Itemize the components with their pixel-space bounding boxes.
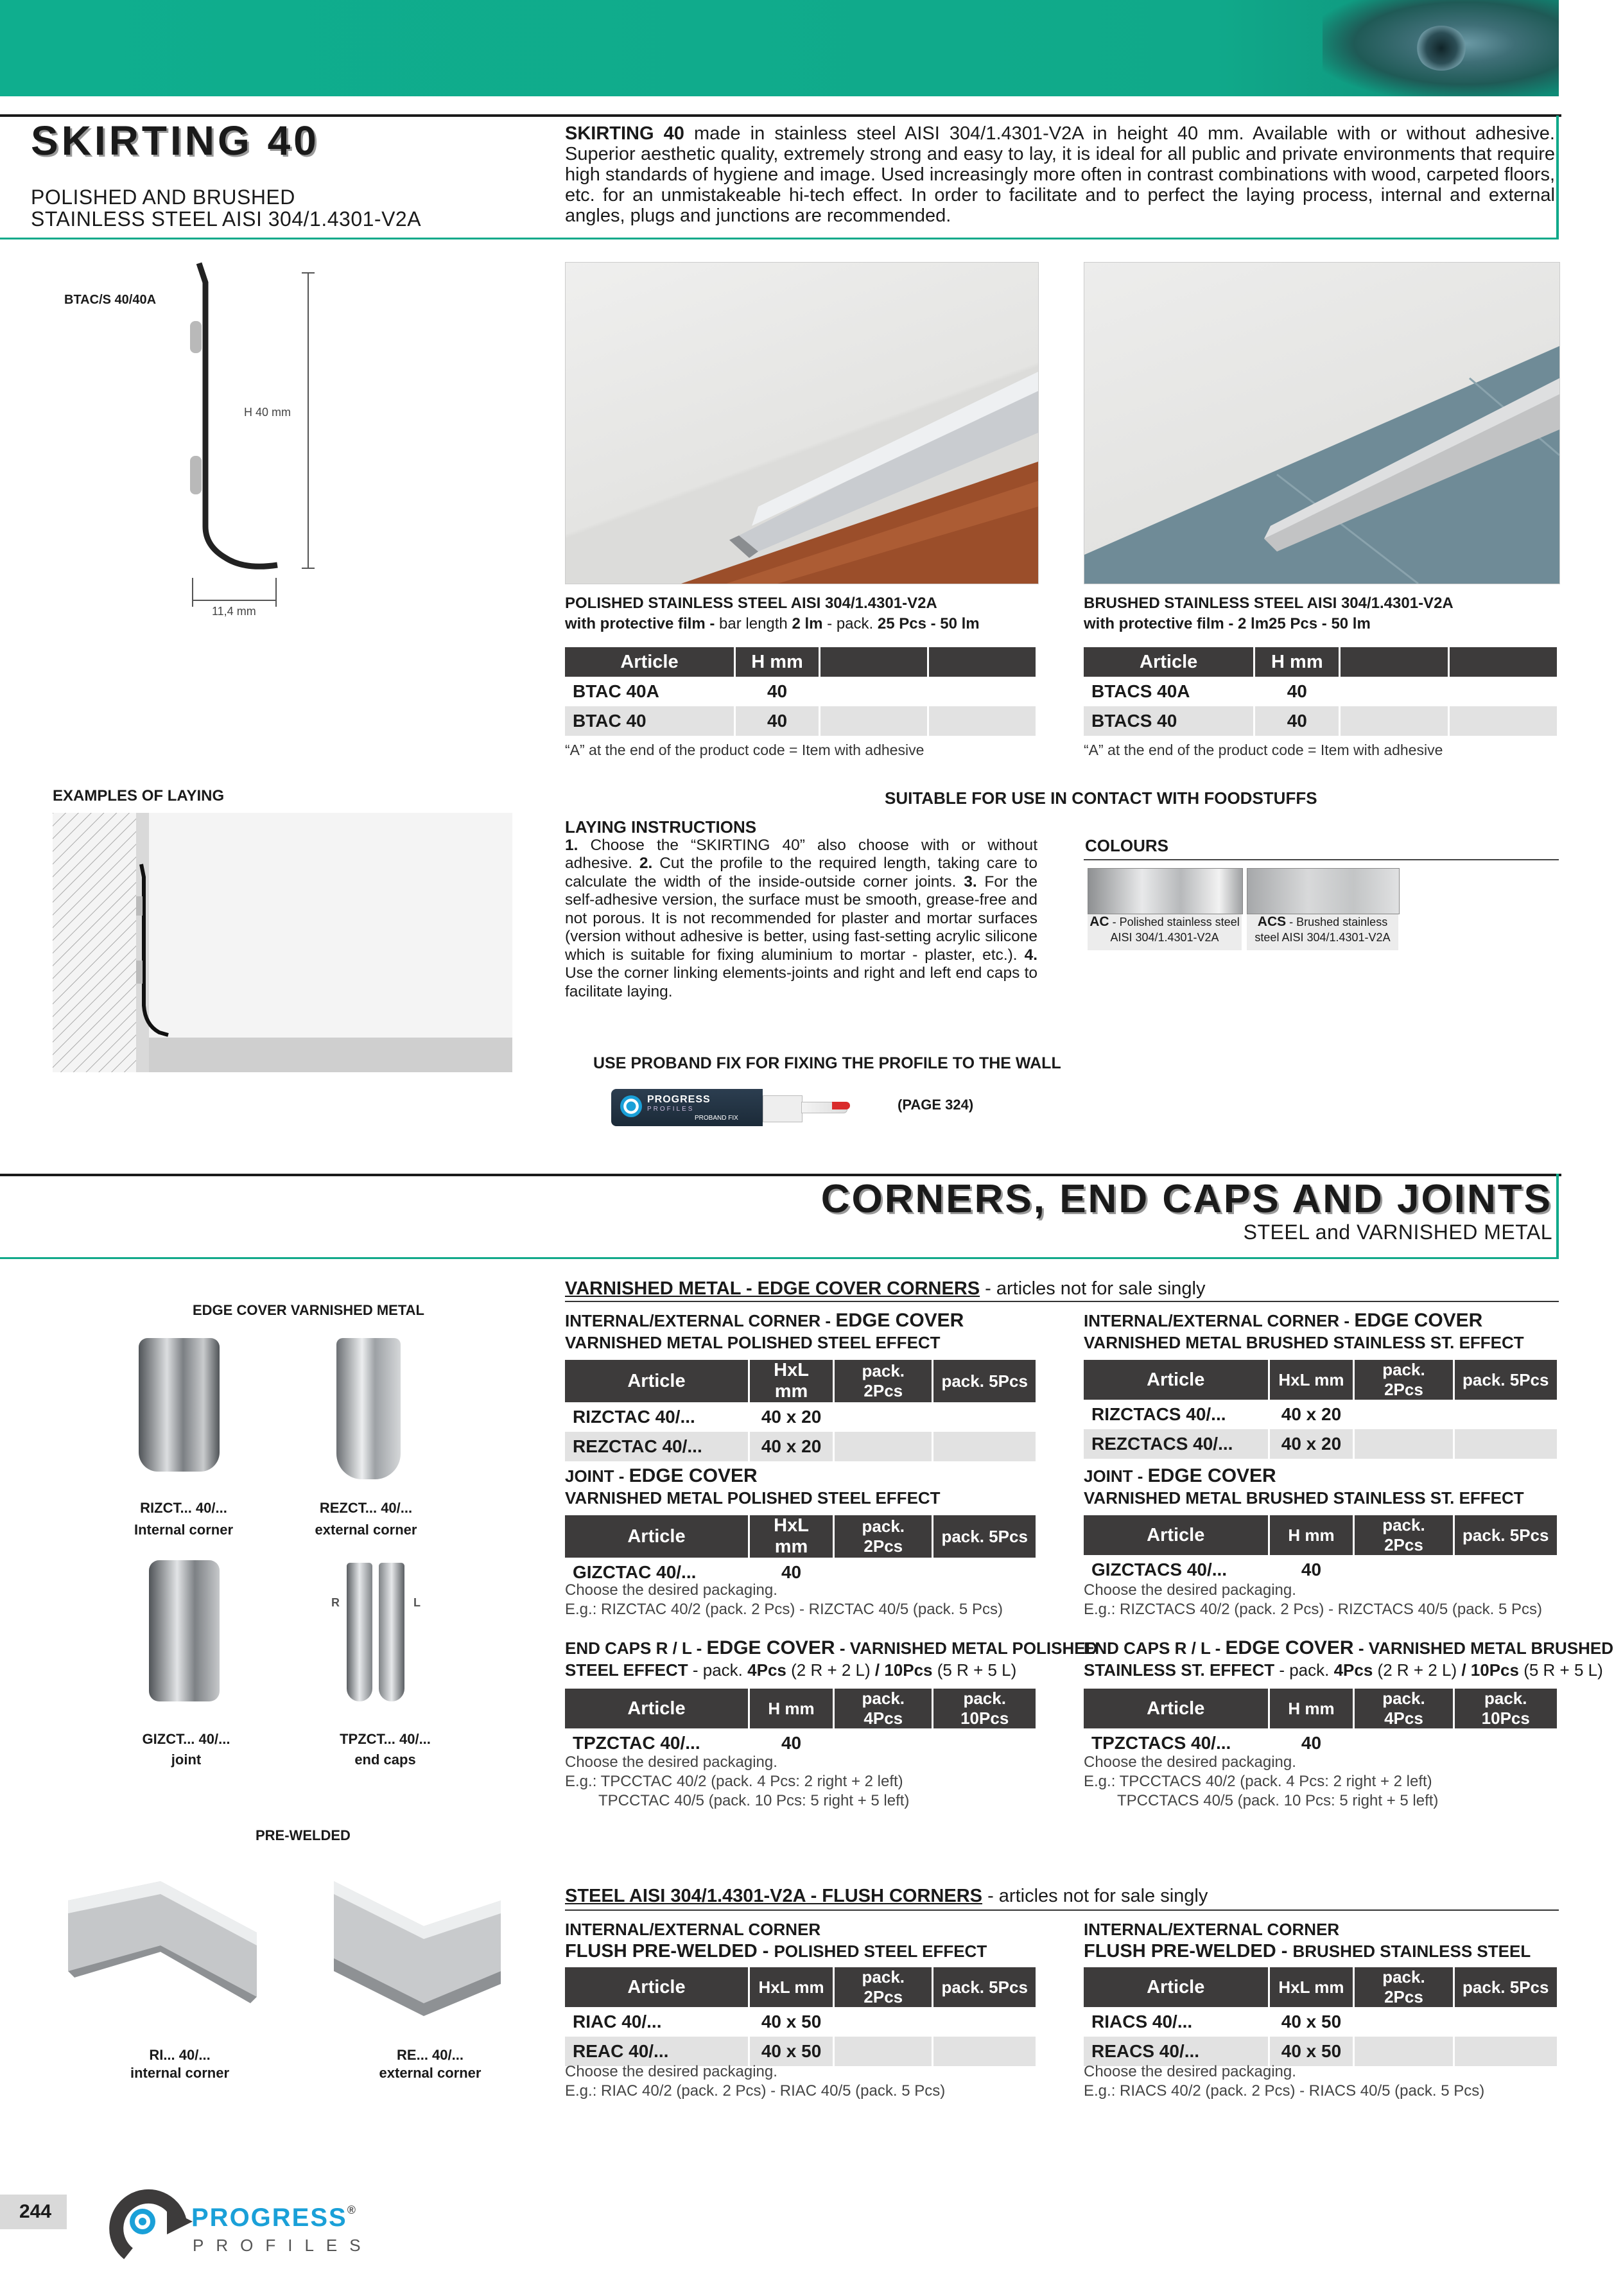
flush-title-bold: STEEL AISI 304/1.4301-V2A - FLUSH CORNERS bbox=[565, 1886, 983, 1906]
corners-title: CORNERS, END CAPS AND JOINTS bbox=[820, 1177, 1552, 1221]
flush-br-caption bbox=[1084, 1918, 1531, 1962]
gizct-name: joint bbox=[171, 1752, 202, 1768]
proband-nozzle-tip bbox=[832, 1102, 850, 1109]
col-header: HxL mm bbox=[749, 1360, 833, 1402]
progress-logo-icon bbox=[90, 2183, 193, 2260]
flush-pol-foot-1: Choose the desired packaging. bbox=[565, 2063, 777, 2080]
rezct-name: external corner bbox=[315, 1522, 417, 1538]
caps-pol-line1-a: END CAPS R / L - bbox=[565, 1639, 707, 1658]
cell: 40 x 50 bbox=[749, 2037, 833, 2066]
tpzct-code: TPZCT... 40/... bbox=[340, 1731, 431, 1747]
cell: 40 bbox=[734, 677, 819, 706]
cell: RIZCTACS 40/... bbox=[1084, 1400, 1269, 1429]
brand-name bbox=[191, 2204, 357, 2232]
corners-subtitle: STEEL and VARNISHED METAL bbox=[1243, 1221, 1552, 1244]
joint-pol-footnote bbox=[565, 1581, 1003, 1619]
table-row bbox=[565, 677, 1037, 706]
caps-br-line2-e: / 10Pcs bbox=[1461, 1660, 1519, 1680]
cell: GIZCTACS 40/... bbox=[1084, 1555, 1269, 1585]
col-header: pack. 4Pcs bbox=[1354, 1689, 1454, 1728]
caps-br-line2-d: (2 R + 2 L) bbox=[1373, 1660, 1462, 1680]
table-row bbox=[1084, 706, 1558, 736]
gizct-code: GIZCT... 40/... bbox=[142, 1731, 230, 1747]
cell: TPZCTAC 40/... bbox=[565, 1728, 749, 1758]
acs-code: ACS bbox=[1257, 914, 1287, 929]
col-header: pack. 10Pcs bbox=[933, 1689, 1037, 1728]
laying-example-art bbox=[53, 813, 512, 1072]
cell: REACS 40/... bbox=[1084, 2037, 1269, 2066]
col-header: Article bbox=[1084, 647, 1254, 677]
col-header: pack. 5Pcs bbox=[933, 1967, 1037, 2007]
caps-br-line1-c: - VARNISHED METAL BRUSHED bbox=[1353, 1639, 1614, 1658]
cell bbox=[834, 1432, 933, 1461]
table-row bbox=[1084, 1400, 1558, 1429]
cell: REZCTACS 40/... bbox=[1084, 1429, 1269, 1459]
flush-br-line2-b: BRUSHED STAINLESS STEEL bbox=[1292, 1942, 1531, 1961]
table-row bbox=[565, 1402, 1037, 1432]
int-br-line1-a: INTERNAL/EXTERNAL CORNER - bbox=[1084, 1311, 1355, 1330]
int-pol-line1-b: EDGE COVER bbox=[835, 1310, 964, 1331]
int-pol-line2: VARNISHED METAL POLISHED STEEL EFFECT bbox=[565, 1333, 941, 1352]
int-pol-table bbox=[565, 1360, 1037, 1461]
brand-sub: PROFILES bbox=[193, 2236, 373, 2255]
acs-desc: - Brushed stainless steel AISI 304/1.4301-V2A bbox=[1254, 916, 1391, 944]
cell: 40 x 20 bbox=[749, 1402, 833, 1432]
cell bbox=[820, 706, 928, 736]
polished-table bbox=[565, 647, 1037, 736]
brushed-note: “A” at the end of the product code = Item with adhesive bbox=[1084, 742, 1443, 758]
cell: BTACS 40 bbox=[1084, 706, 1254, 736]
cell bbox=[1454, 1728, 1558, 1758]
cell bbox=[1354, 1400, 1454, 1429]
table-row bbox=[1084, 677, 1558, 706]
caps-pol-foot-3: TPCCTAC 40/5 (pack. 10 Pcs: 5 right + 5 left) bbox=[598, 1792, 910, 1809]
laying-step: Choose the “SKIRTING 40” also choose with or without adhesive. bbox=[565, 836, 1037, 872]
tpzct-product-image-l bbox=[379, 1563, 404, 1701]
flush-pol-line2-b: POLISHED STEEL EFFECT bbox=[774, 1942, 987, 1961]
joint-pol-foot-1: Choose the desired packaging. bbox=[565, 1581, 777, 1599]
flush-br-foot-1: Choose the desired packaging. bbox=[1084, 2063, 1296, 2080]
col-header: Article bbox=[565, 1515, 749, 1558]
laying-step-num: 1. bbox=[565, 836, 578, 854]
profile-drawing bbox=[180, 257, 327, 623]
cell: 40 bbox=[749, 1728, 833, 1758]
subtitle-line1: POLISHED AND BRUSHED bbox=[31, 186, 295, 209]
caps-br-line2-c: 4Pcs bbox=[1333, 1660, 1373, 1680]
caps-pol-line2-d: (2 R + 2 L) bbox=[786, 1660, 875, 1680]
proband-page: (PAGE 324) bbox=[898, 1097, 974, 1113]
col-header: pack. 5Pcs bbox=[933, 1360, 1037, 1402]
col-header: H mm bbox=[1254, 647, 1340, 677]
cell bbox=[933, 1402, 1037, 1432]
intro-side-bar bbox=[1556, 116, 1559, 239]
col-header: Article bbox=[565, 1360, 749, 1402]
intro-paragraph bbox=[565, 123, 1555, 226]
caps-br-foot-3: TPCCTACS 40/5 (pack. 10 Pcs: 5 right + 5 left) bbox=[1117, 1792, 1439, 1809]
caps-br-table bbox=[1084, 1689, 1559, 1758]
laying-title: LAYING INSTRUCTIONS bbox=[565, 817, 757, 837]
int-pol-caption bbox=[565, 1310, 964, 1353]
cell bbox=[1354, 2007, 1454, 2037]
cell: 40 bbox=[1254, 706, 1340, 736]
cell: 40 x 20 bbox=[749, 1432, 833, 1461]
cell bbox=[933, 1728, 1037, 1758]
caps-br-line2-f: (5 R + 5 L) bbox=[1518, 1660, 1603, 1680]
laying-step: For the self-adhesive version, the surface must be smooth, grease-free and not porous. It is not recommended for plaster and mortar surfaces (version without adhesive is better, using fast-setting acrylic silicone which is suitable for fixing aluminium to mortar - plaster, etc.). bbox=[565, 873, 1037, 964]
rizct-code: RIZCT... 40/... bbox=[140, 1500, 227, 1516]
polished-caption-part-e: 25 Pcs - 50 lm bbox=[877, 615, 980, 632]
corners-bottom-rule bbox=[0, 1257, 1559, 1259]
laying-step-num: 3. bbox=[964, 873, 977, 891]
page-title: SKIRTING 40 bbox=[31, 117, 320, 164]
joint-pol-line1-a: JOINT - bbox=[565, 1466, 629, 1486]
joint-br-foot-1: Choose the desired packaging. bbox=[1084, 1581, 1296, 1599]
cell: 40 bbox=[734, 706, 819, 736]
cell: 40 x 50 bbox=[1269, 2037, 1354, 2066]
varnished-rule bbox=[565, 1301, 1559, 1302]
caps-br-line1 bbox=[1084, 1637, 1613, 1659]
laying-step-num: 4. bbox=[1024, 946, 1037, 964]
joint-br-line2: VARNISHED METAL BRUSHED STAINLESS ST. EFFECT bbox=[1084, 1488, 1524, 1508]
col-header: pack. 2Pcs bbox=[1354, 1360, 1454, 1400]
re-code: RE... 40/... bbox=[397, 2047, 464, 2063]
laying-example-drawing bbox=[53, 813, 512, 1072]
col-header: H mm bbox=[749, 1689, 833, 1728]
joint-pol-line1 bbox=[565, 1465, 941, 1487]
cell bbox=[1449, 677, 1558, 706]
col-header: Article bbox=[565, 1967, 749, 2007]
polished-photo-art bbox=[566, 263, 1038, 584]
food-label: SUITABLE FOR USE IN CONTACT WITH FOODSTUFFS bbox=[885, 788, 1317, 808]
col-header: pack. 2Pcs bbox=[834, 1360, 933, 1402]
rizct-name: Internal corner bbox=[134, 1522, 234, 1538]
caps-br-line2-b: - pack. bbox=[1274, 1660, 1334, 1680]
table-row bbox=[565, 2007, 1037, 2037]
flush-br-line1: INTERNAL/EXTERNAL CORNER bbox=[1084, 1920, 1340, 1939]
int-pol-line1-a: INTERNAL/EXTERNAL CORNER - bbox=[565, 1311, 836, 1330]
drawing-code: BTAC/S 40/40A bbox=[64, 293, 157, 307]
rezct-code: REZCT... 40/... bbox=[319, 1500, 413, 1516]
eye-iris bbox=[1416, 26, 1467, 71]
col-header: pack. 5Pcs bbox=[1454, 1967, 1558, 2007]
laying-step: Cut the profile to the required length, taking care to calculate the width of the inside-outside corner joints. bbox=[565, 855, 1037, 891]
rezct-product-image bbox=[336, 1338, 401, 1479]
cell bbox=[928, 706, 1037, 736]
col-header: Article bbox=[1084, 1967, 1269, 2007]
caps-pol-line2-c: 4Pcs bbox=[747, 1660, 786, 1680]
flush-rule bbox=[565, 1909, 1559, 1911]
varnished-title bbox=[565, 1278, 1205, 1300]
brand-reg: ® bbox=[347, 2204, 357, 2216]
polished-caption-line2 bbox=[565, 614, 980, 634]
col-header: pack. 2Pcs bbox=[1354, 1967, 1454, 2007]
flush-br-foot-2: E.g.: RIACS 40/2 (pack. 2 Pcs) - RIACS 40/5 (pack. 5 Pcs) bbox=[1084, 2082, 1485, 2100]
col-header: HxL mm bbox=[749, 1967, 833, 2007]
colours-title: COLOURS bbox=[1085, 836, 1168, 855]
ac-swatch bbox=[1088, 868, 1243, 914]
proband-tube-cap bbox=[763, 1095, 803, 1122]
cell bbox=[933, 2007, 1037, 2037]
flush-br-line2 bbox=[1084, 1940, 1531, 1962]
cell bbox=[1354, 1429, 1454, 1459]
col-header bbox=[1340, 647, 1449, 677]
flush-pol-line1: INTERNAL/EXTERNAL CORNER bbox=[565, 1920, 821, 1939]
brushed-photo-art bbox=[1084, 263, 1559, 584]
flush-br-line2-a: FLUSH PRE-WELDED - bbox=[1084, 1941, 1293, 1961]
cell: REAC 40/... bbox=[565, 2037, 749, 2066]
caps-br-line1-a: END CAPS R / L - bbox=[1084, 1639, 1226, 1658]
brushed-caption bbox=[1084, 593, 1454, 634]
caps-pol-caption bbox=[565, 1637, 1097, 1681]
cell: 40 x 20 bbox=[1269, 1400, 1354, 1429]
col-header: Article bbox=[565, 647, 734, 677]
col-header: pack. 10Pcs bbox=[1454, 1689, 1558, 1728]
varnished-title-rest: - articles not for sale singly bbox=[980, 1278, 1206, 1299]
table-row bbox=[1084, 2007, 1558, 2037]
cell bbox=[1449, 706, 1558, 736]
caps-pol-line2-e: / 10Pcs bbox=[874, 1660, 933, 1680]
proband-tube-product: PROBAND FIX bbox=[695, 1115, 738, 1122]
cell: 40 bbox=[1254, 677, 1340, 706]
cell: 40 bbox=[1269, 1728, 1354, 1758]
cell bbox=[933, 1432, 1037, 1461]
ac-label bbox=[1088, 914, 1242, 950]
re-name: external corner bbox=[379, 2065, 482, 2081]
cell bbox=[933, 2037, 1037, 2066]
intro-text: made in stainless steel AISI 304/1.4301-V2A in height 40 mm. Available with or without adhesive. Superior aesthetic quality, extremely strong and easy to lay, it is ideal for all public and private environments that require high standards of hygiene and image. Used increasingly more often in contrast combinations with wood, carpeted floors, etc. for an unmistakeable hi-tech effect. In order to facilitate and to perfect the laying process, internal and external angles, plugs and junctions are recommended. bbox=[565, 123, 1555, 226]
flush-pol-table bbox=[565, 1967, 1037, 2066]
prewelded-product-images bbox=[64, 1875, 501, 2055]
caps-pol-line2-f: (5 R + 5 L) bbox=[932, 1660, 1017, 1680]
flush-pol-foot-2: E.g.: RIAC 40/2 (pack. 2 Pcs) - RIAC 40/5 (pack. 5 Pcs) bbox=[565, 2082, 946, 2100]
joint-br-table bbox=[1084, 1515, 1559, 1585]
laying-step: Use the corner linking elements-joints and right and left end caps to facilitate laying. bbox=[565, 964, 1037, 1000]
polished-note: “A” at the end of the product code = Item with adhesive bbox=[565, 742, 924, 758]
cell: BTAC 40 bbox=[565, 706, 734, 736]
joint-pol-line1-b: EDGE COVER bbox=[629, 1465, 758, 1486]
prewelded-label: PRE-WELDED bbox=[256, 1827, 351, 1843]
cell: 40 x 50 bbox=[1269, 2007, 1354, 2037]
cell bbox=[834, 1402, 933, 1432]
cell bbox=[820, 677, 928, 706]
brushed-photo bbox=[1084, 262, 1560, 584]
caps-pol-foot-1: Choose the desired packaging. bbox=[565, 1753, 777, 1771]
table-row bbox=[565, 706, 1037, 736]
cell: 40 x 50 bbox=[749, 2007, 833, 2037]
brushed-caption-line1: BRUSHED STAINLESS STEEL AISI 304/1.4301-V2A bbox=[1084, 595, 1454, 612]
polished-caption-line1: POLISHED STAINLESS STEEL AISI 304/1.4301-V2A bbox=[565, 595, 937, 612]
cell bbox=[928, 677, 1037, 706]
caps-br-foot-2: E.g.: TPCCTACS 40/2 (pack. 4 Pcs: 2 right + 2 left) bbox=[1084, 1773, 1432, 1790]
col-header: Article bbox=[1084, 1515, 1269, 1555]
brushed-caption-line2: with protective film - 2 lm25 Pcs - 50 lm bbox=[1084, 615, 1371, 632]
polished-caption-part-c: 2 lm bbox=[792, 615, 823, 632]
col-header: HxL mm bbox=[1269, 1967, 1354, 2007]
caps-br-foot-1: Choose the desired packaging. bbox=[1084, 1753, 1296, 1771]
ac-code: AC bbox=[1089, 914, 1109, 929]
polished-caption bbox=[565, 593, 980, 634]
int-br-table bbox=[1084, 1360, 1559, 1459]
joint-pol-line2: VARNISHED METAL POLISHED STEEL EFFECT bbox=[565, 1488, 941, 1508]
caps-pol-foot-2: E.g.: TPCCTAC 40/2 (pack. 4 Pcs: 2 right + 2 left) bbox=[565, 1773, 903, 1790]
joint-pol-caption bbox=[565, 1465, 941, 1509]
col-header: pack. 5Pcs bbox=[1454, 1515, 1558, 1555]
col-header bbox=[1449, 647, 1558, 677]
joint-br-footnote bbox=[1084, 1581, 1542, 1619]
polished-caption-part-d: - pack. bbox=[822, 615, 878, 632]
edge-cover-label: EDGE COVER VARNISHED METAL bbox=[193, 1302, 424, 1318]
col-header: pack. 2Pcs bbox=[1354, 1515, 1454, 1555]
col-header: pack. 2Pcs bbox=[834, 1967, 933, 2007]
intro-bottom-rule bbox=[0, 238, 1559, 239]
cell: BTACS 40A bbox=[1084, 677, 1254, 706]
col-header: pack. 2Pcs bbox=[834, 1515, 933, 1558]
col-header bbox=[820, 647, 928, 677]
tpzct-product-image-r bbox=[347, 1563, 372, 1701]
proband-tube bbox=[611, 1089, 763, 1126]
cell bbox=[1340, 677, 1449, 706]
cell bbox=[834, 2007, 933, 2037]
joint-br-line1-b: EDGE COVER bbox=[1147, 1465, 1276, 1486]
proband-tube-brand: PROGRESS bbox=[647, 1094, 711, 1105]
table-row bbox=[1084, 1429, 1558, 1459]
col-header bbox=[928, 647, 1037, 677]
rizct-product-image bbox=[139, 1338, 220, 1472]
col-header: pack. 5Pcs bbox=[1454, 1360, 1558, 1400]
cell bbox=[1340, 706, 1449, 736]
colours-rule bbox=[1084, 859, 1559, 860]
brand-name-text: PROGRESS bbox=[191, 2204, 347, 2232]
caps-pol-line1-c: - VARNISHED METAL POLISHED bbox=[835, 1639, 1098, 1658]
polished-photo bbox=[565, 262, 1039, 584]
flush-br-footnote bbox=[1084, 2062, 1484, 2101]
joint-pol-foot-2: E.g.: RIZCTAC 40/2 (pack. 2 Pcs) - RIZCTAC 40/5 (pack. 5 Pcs) bbox=[565, 1601, 1003, 1618]
caps-pol-table bbox=[565, 1689, 1037, 1758]
joint-br-line1-a: JOINT - bbox=[1084, 1466, 1148, 1486]
drawing-height-label: H 40 mm bbox=[244, 406, 291, 419]
ri-name: internal corner bbox=[130, 2065, 230, 2081]
flush-pol-line2-a: FLUSH PRE-WELDED - bbox=[565, 1941, 774, 1961]
proband-logo-icon bbox=[620, 1095, 642, 1117]
polished-caption-part-a: with protective film - bbox=[565, 615, 720, 632]
col-header: pack. 4Pcs bbox=[834, 1689, 933, 1728]
r-label: R bbox=[331, 1596, 340, 1609]
caps-br-line2-a: STAINLESS ST. EFFECT bbox=[1084, 1660, 1275, 1680]
joint-br-foot-2: E.g.: RIZCTACS 40/2 (pack. 2 Pcs) - RIZCTACS 40/5 (pack. 5 Pcs) bbox=[1084, 1601, 1542, 1618]
caps-pol-line1 bbox=[565, 1637, 1097, 1659]
int-br-caption bbox=[1084, 1310, 1524, 1353]
caps-pol-line1-b: EDGE COVER bbox=[706, 1637, 835, 1658]
int-pol-line1 bbox=[565, 1310, 964, 1332]
caps-pol-line2-b: - pack. bbox=[688, 1660, 748, 1680]
brushed-table bbox=[1084, 647, 1559, 736]
proband-tube-sub: PROFILES bbox=[647, 1106, 695, 1113]
table-row bbox=[565, 1432, 1037, 1461]
proband-text: USE PROBAND FIX FOR FIXING THE PROFILE TO THE WALL bbox=[593, 1054, 1061, 1072]
caps-br-caption bbox=[1084, 1637, 1613, 1681]
int-br-line2: VARNISHED METAL BRUSHED STAINLESS ST. EFFECT bbox=[1084, 1333, 1524, 1352]
laying-step-num: 2. bbox=[639, 855, 653, 872]
int-br-line1-b: EDGE COVER bbox=[1354, 1310, 1483, 1331]
cell: BTAC 40A bbox=[565, 677, 734, 706]
cell: 40 bbox=[1269, 1555, 1354, 1585]
polished-caption-part-b: bar length bbox=[719, 615, 792, 632]
cell: 40 bbox=[749, 1558, 833, 1587]
int-br-line1 bbox=[1084, 1310, 1524, 1332]
cell: GIZCTAC 40/... bbox=[565, 1558, 749, 1587]
col-header: pack. 5Pcs bbox=[933, 1515, 1037, 1558]
corners-side-bar bbox=[1556, 1174, 1559, 1258]
intro-bold: SKIRTING 40 bbox=[565, 123, 684, 144]
col-header: HxL mm bbox=[1269, 1360, 1354, 1400]
examples-label: EXAMPLES OF LAYING bbox=[53, 787, 225, 804]
l-label: L bbox=[413, 1596, 421, 1609]
flush-pol-line2 bbox=[565, 1940, 987, 1962]
caps-pol-line2 bbox=[565, 1659, 1097, 1681]
cell bbox=[1454, 1429, 1558, 1459]
caps-pol-line2-a: STEEL EFFECT bbox=[565, 1660, 688, 1680]
page-number: 244 bbox=[19, 2201, 52, 2222]
col-header: H mm bbox=[1269, 1689, 1354, 1728]
caps-pol-footnote bbox=[565, 1753, 909, 1811]
caps-br-footnote bbox=[1084, 1753, 1438, 1811]
laying-instructions bbox=[565, 818, 1037, 1001]
ri-code: RI... 40/... bbox=[149, 2047, 211, 2063]
acs-label bbox=[1247, 914, 1398, 950]
cell bbox=[1454, 2007, 1558, 2037]
cell: RIACS 40/... bbox=[1084, 2007, 1269, 2037]
caps-br-line1-b: EDGE COVER bbox=[1225, 1637, 1354, 1658]
cell: RIAC 40/... bbox=[565, 2007, 749, 2037]
cell: TPZCTACS 40/... bbox=[1084, 1728, 1269, 1758]
gizct-product-image bbox=[149, 1560, 220, 1701]
varnished-title-bold: VARNISHED METAL - EDGE COVER CORNERS bbox=[565, 1278, 980, 1299]
flush-pol-footnote bbox=[565, 2062, 945, 2101]
col-header: Article bbox=[565, 1689, 749, 1728]
joint-br-line1 bbox=[1084, 1465, 1524, 1487]
col-header: H mm bbox=[1269, 1515, 1354, 1555]
ac-desc: - Polished stainless steel AISI 304/1.4301-V2A bbox=[1109, 916, 1240, 944]
cell: RIZCTAC 40/... bbox=[565, 1402, 749, 1432]
joint-pol-table bbox=[565, 1515, 1037, 1587]
col-header: Article bbox=[1084, 1360, 1269, 1400]
col-header: H mm bbox=[734, 647, 819, 677]
subtitle-line2: STAINLESS STEEL AISI 304/1.4301-V2A bbox=[31, 207, 422, 230]
drawing-width-label: 11,4 mm bbox=[212, 605, 256, 618]
flush-br-table bbox=[1084, 1967, 1559, 2066]
acs-swatch bbox=[1247, 868, 1400, 914]
col-header: HxL mm bbox=[749, 1515, 833, 1558]
caps-br-line2 bbox=[1084, 1659, 1613, 1681]
cell: 40 x 20 bbox=[1269, 1429, 1354, 1459]
cell bbox=[1454, 1400, 1558, 1429]
flush-pol-caption bbox=[565, 1918, 987, 1962]
col-header: Article bbox=[1084, 1689, 1269, 1728]
tpzct-name: end caps bbox=[354, 1752, 416, 1768]
cell: REZCTAC 40/... bbox=[565, 1432, 749, 1461]
flush-title-rest: - articles not for sale singly bbox=[982, 1886, 1208, 1906]
joint-br-caption bbox=[1084, 1465, 1524, 1509]
flush-title bbox=[565, 1885, 1208, 1907]
